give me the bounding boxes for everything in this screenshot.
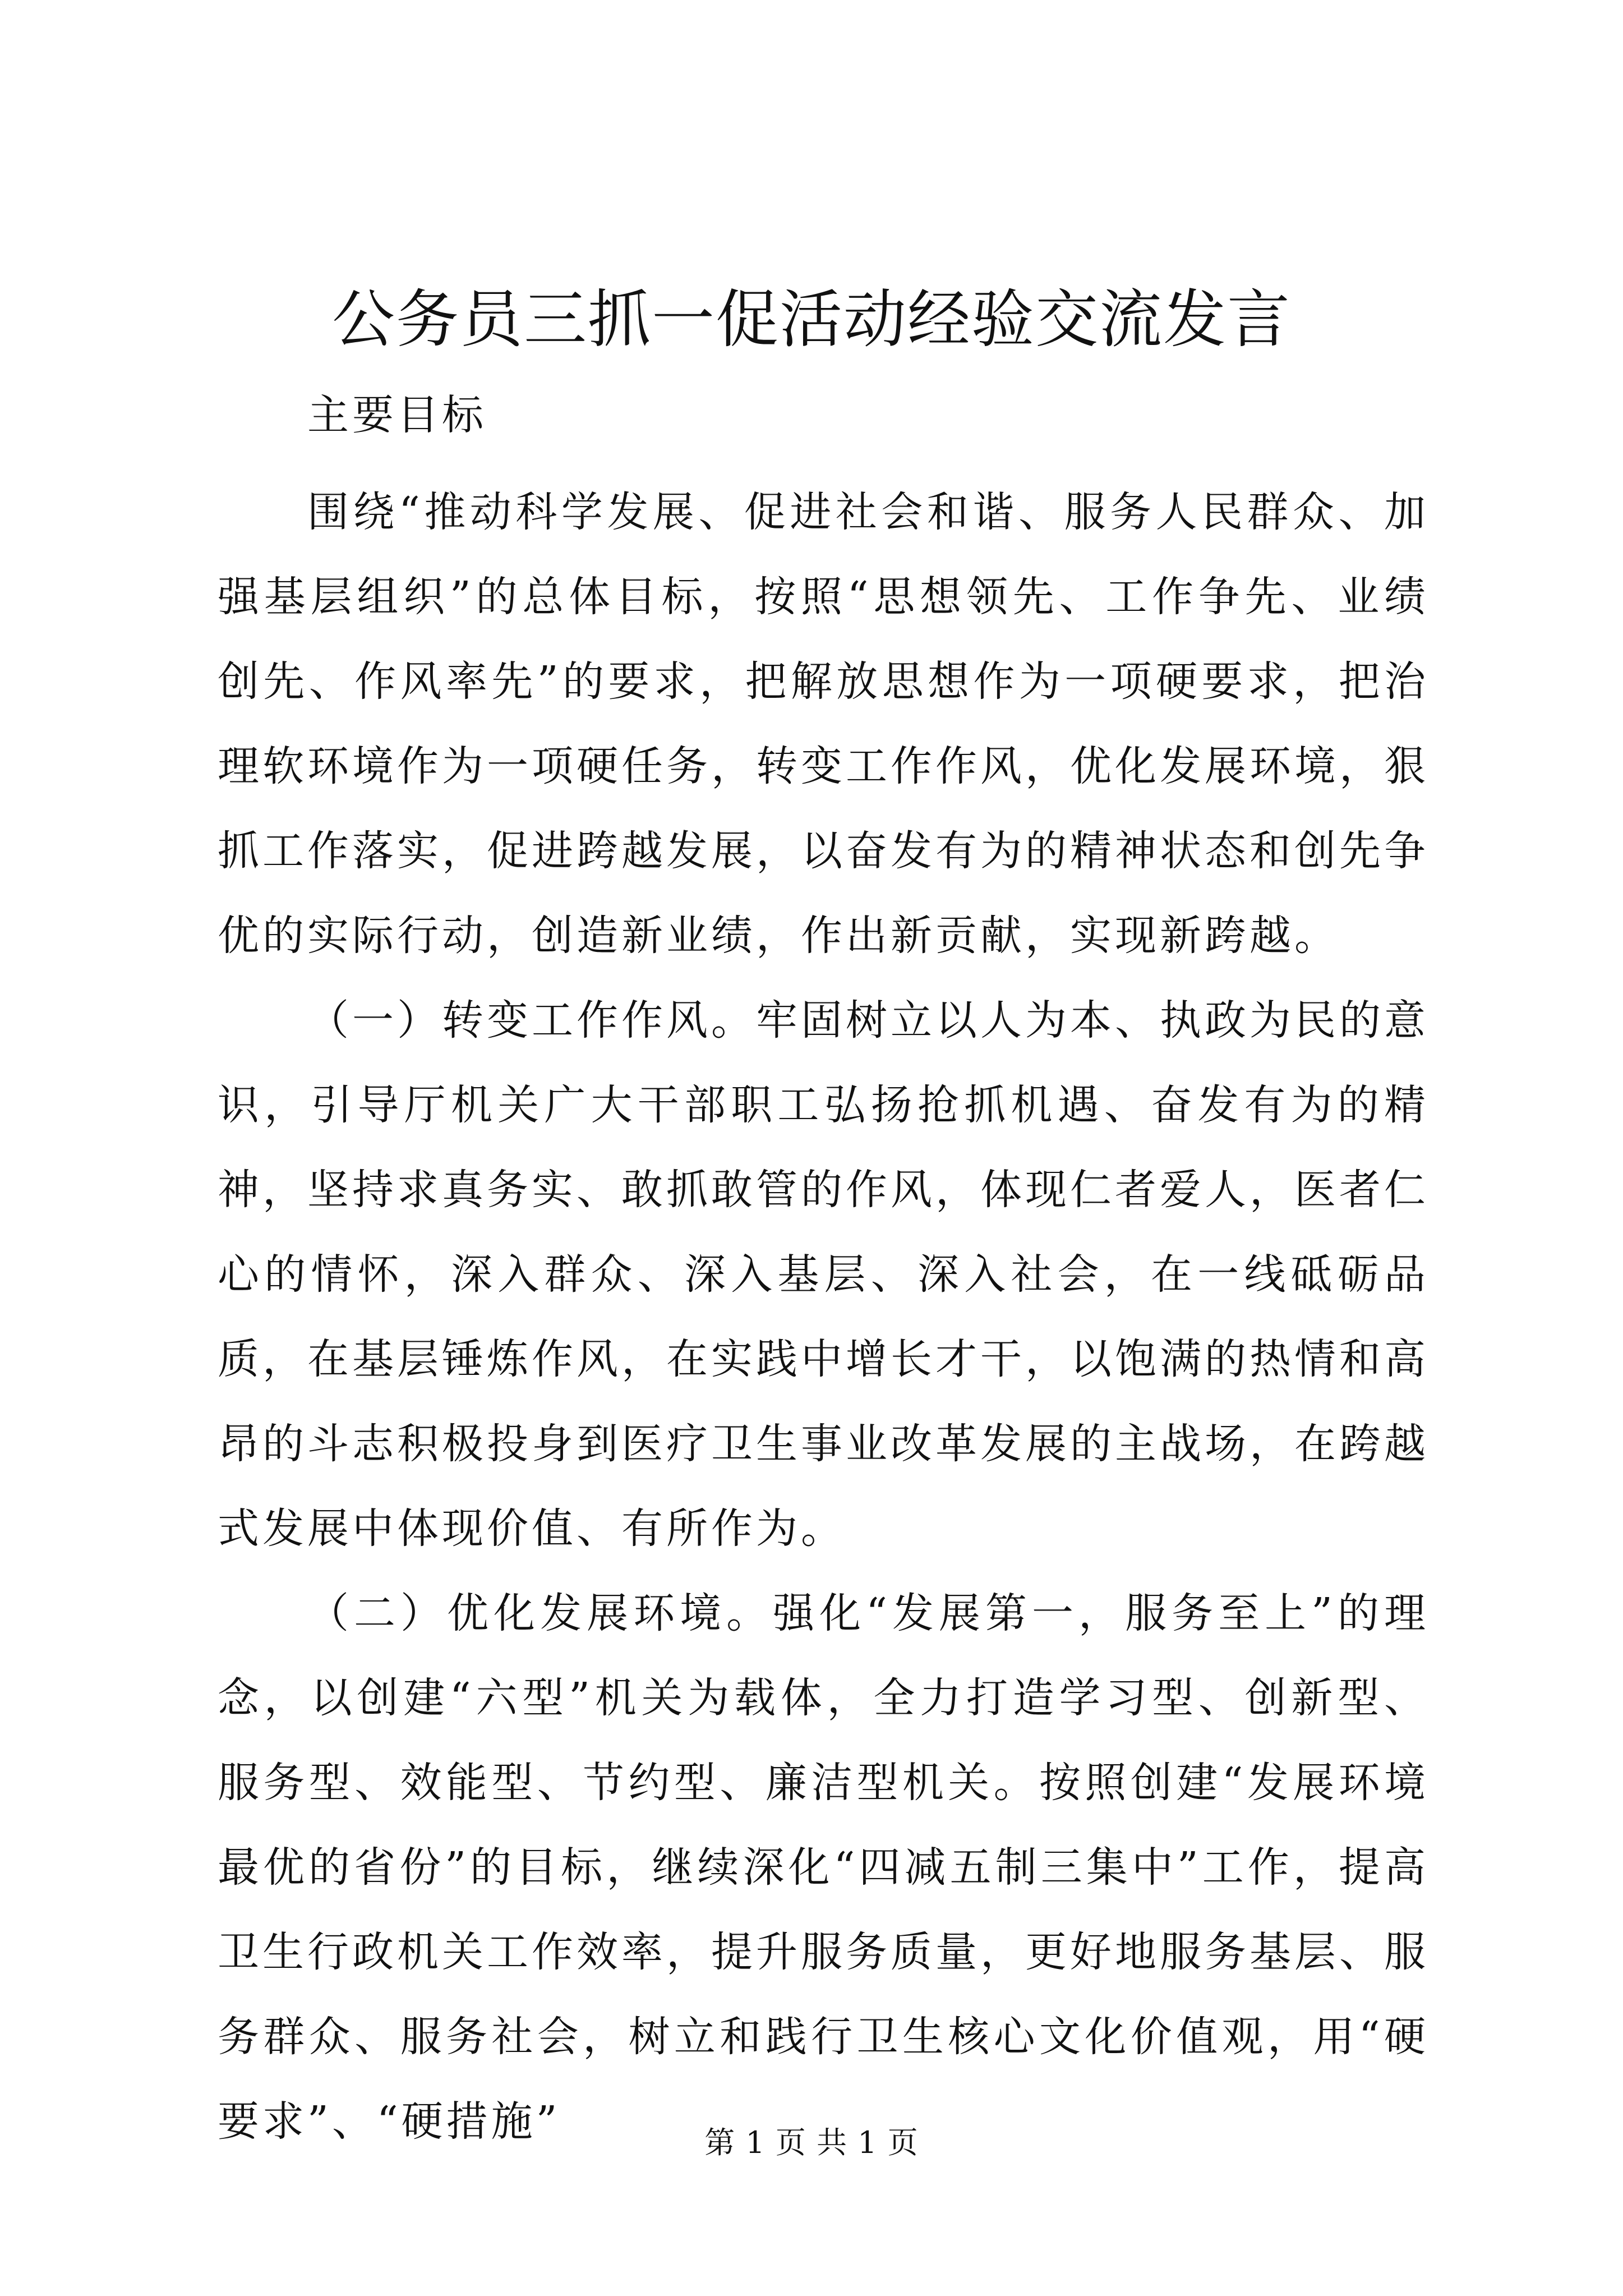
document-title: 公务员三抓一促活动经验交流发言	[332, 283, 1291, 356]
paragraph-work-style: （一）转变工作作风。牢固树立以人为本、执政为民的意识，引导厅机关广大干部职工弘扬抢抓机遇、奋发有为的精神，坚持求真务实、敢抓敢管的作风，体现仁者爱人，医者仁心的情怀，深入群众、深入基层、深入社会，在一线砥砺品质，在基层锤炼作风，在实践中增长才干，以饱满的热情和高昂的斗志积极投身到医疗卫生事业改革发展的主战场，在跨越式发展中体现价值、有所作为。	[218, 996, 1429, 1553]
page-footer: 第 1 页 共 1 页	[704, 2125, 919, 2160]
paragraph-goal: 围绕“推动科学发展、促进社会和谐、服务人民群众、加强基层组织”的总体目标，按照“思想领先、工作争先、业绩创先、作风率先”的要求，把解放思想作为一项硬要求，把治理软环境作为一项硬任务，转变工作作风，优化发展环境，狠抓工作落实，促进跨越发展，以奋发有为的精神状态和创先争优的实际行动，创造新业绩，作出新贡献，实现新跨越。	[218, 488, 1429, 960]
paragraph-environment: （二）优化发展环境。强化“发展第一，服务至上”的理念，以创建“六型”机关为载体，全力打造学习型、创新型、服务型、效能型、节约型、廉洁型机关。按照创建“发展环境最优的省份”的目标，继续深化“四减五制三集中”工作，提高卫生行政机关工作效率，提升服务质量，更好地服务基层、服务群众、服务社会，树立和践行卫生核心文化价值观，用“硬要求”、“硬措施”	[218, 1589, 1429, 2146]
document-body	[218, 470, 1429, 2164]
section-heading: 主要目标	[307, 391, 487, 439]
